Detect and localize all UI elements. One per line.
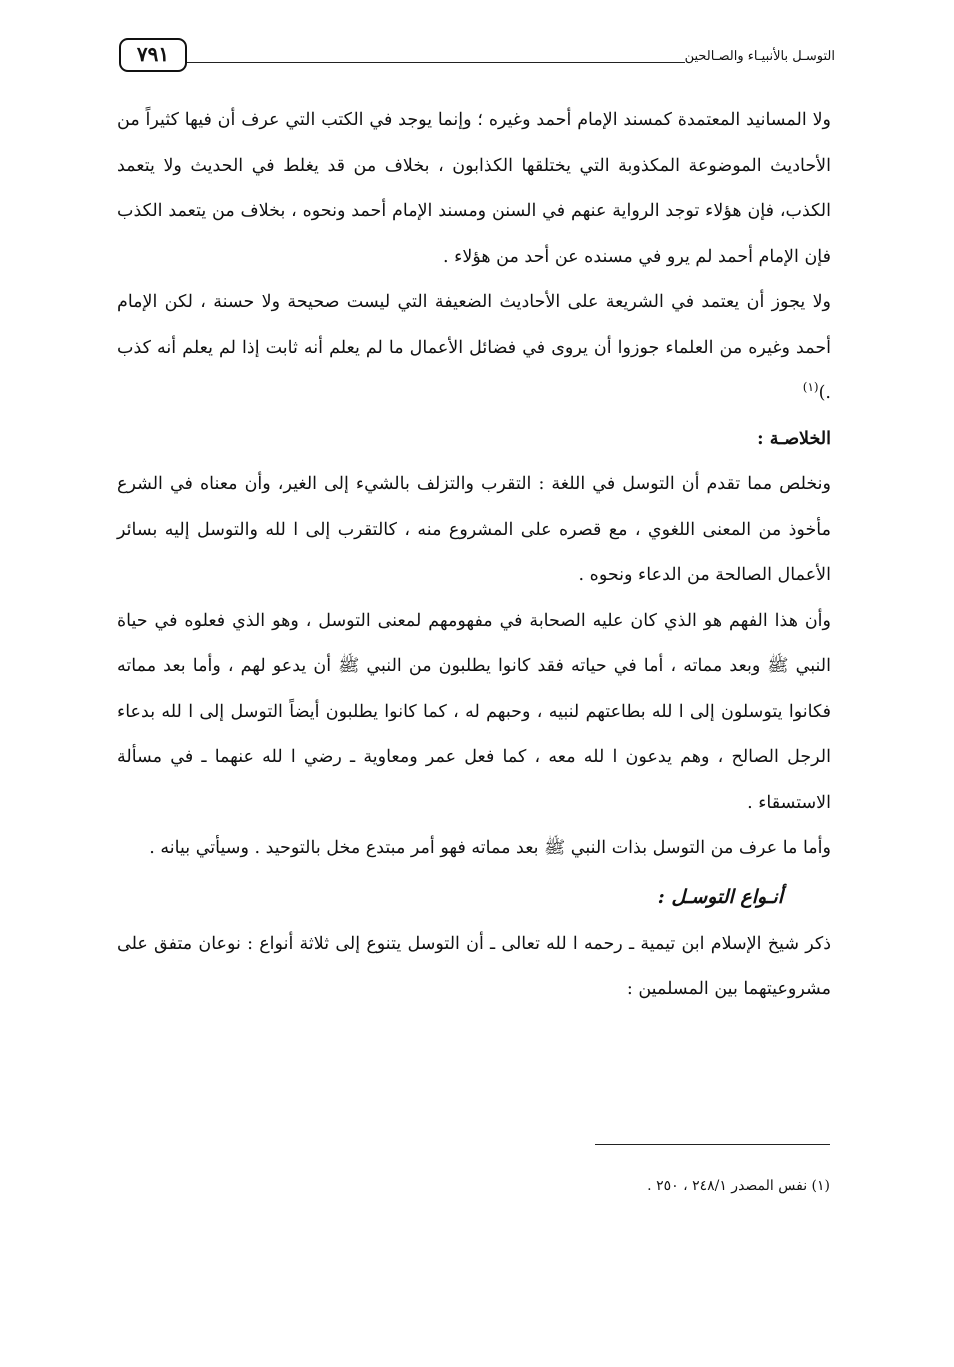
paragraph: ونخلص مما تقدم أن التوسل في اللغة : التقرب والتزلف بالشيء إلى الغير، وأن معناه في الشرع مأخوذ من المعنى اللغوي ، مع قصره على المشروع منه ، كالتقرب إلى ا لله والتوسل إليه بسائر الأعمال الصالحة من الدعاء ونحوه .: [117, 474, 831, 585]
paragraph: وأن هذا الفهم هو الذي كان عليه الصحابة في مفهومهم لمعنى التوسل ، وهو الذي فعلوه في حياة النبي ﷺ وبعد مماته ، أما في حياته فقد كانوا يطلبون من النبي ﷺ أن يدعو لهم ، وأما بعد مماته فكانوا يتوسلون إلى ا لله بطاعتهم لنبيه ، وحبهم له ، كما كانوا يطلبون أيضاً التوسل إلى ا لله بدعاء الرجل الصالح ، وهم يدعون ا لله معه ، كما فعل عمر ومعاوية ـ رضي ا لله عنهما ـ في مسألة الاستسقاء .: [117, 610, 831, 813]
paragraph: وأما ما عرف من التوسل بذات النبي ﷺ بعد مماته فهو أمر مبتدع مخل بالتوحيد . وسيأتي بيانه .: [149, 838, 831, 858]
paragraph-text: ولا يجوز أن يعتمد في الشريعة على الأحاديث الضعيفة التي ليست صحيحة ولا حسنة ، لكن الإمام أحمد وغيره من العلماء جوزوا أن يروى في فضائل الأعمال ما لم يعلم أنه ثابت إذا لم يعلم أنه كذب .): [117, 292, 831, 403]
paragraph: ولا المسانيد المعتمدة كمسند الإمام أحمد وغيره ؛ وإنما يوجد في الكتب التي عرف أن فيها كثيراً من الأحاديث الموضوعة المكذوبة التي يختلقها الكذابون ، بخلاف من قد يغلط في الحديث ولا يتعمد الكذب، فإن هؤلاء توجد الرواية عنهم في السنن ومسند الإمام أحمد ونحوه ، بخلاف من يتعمد الكذب فإن الإمام أحمد لم يرو في مسنده عن أحد من هؤلاء .: [117, 110, 831, 267]
footnote-separator: [595, 1144, 830, 1145]
footnote: (١) نفس المصدر ٢٤٨/١ ، ٢٥٠ .: [647, 1178, 830, 1194]
summary-heading: الخلاصـة :: [757, 428, 831, 449]
footnote-reference[interactable]: (١): [802, 380, 819, 395]
page-number: ٧٩١: [119, 38, 187, 72]
types-heading: أنـواع التوسـل :: [657, 885, 783, 908]
running-header: [115, 36, 835, 78]
paragraph: ذكر شيخ الإسلام ابن تيمية ـ رحمه ا لله تعالى ـ أن التوسل يتنوع إلى ثلاثة أنواع : نوعان متفق على مشروعيتهما بين المسلمين :: [117, 933, 831, 999]
paragraph: [117, 280, 831, 417]
running-header-title: التوسـل بالأنبيـاء والصـالحين: [684, 49, 835, 64]
header-rule: [185, 62, 685, 64]
body-text: [117, 98, 831, 1013]
